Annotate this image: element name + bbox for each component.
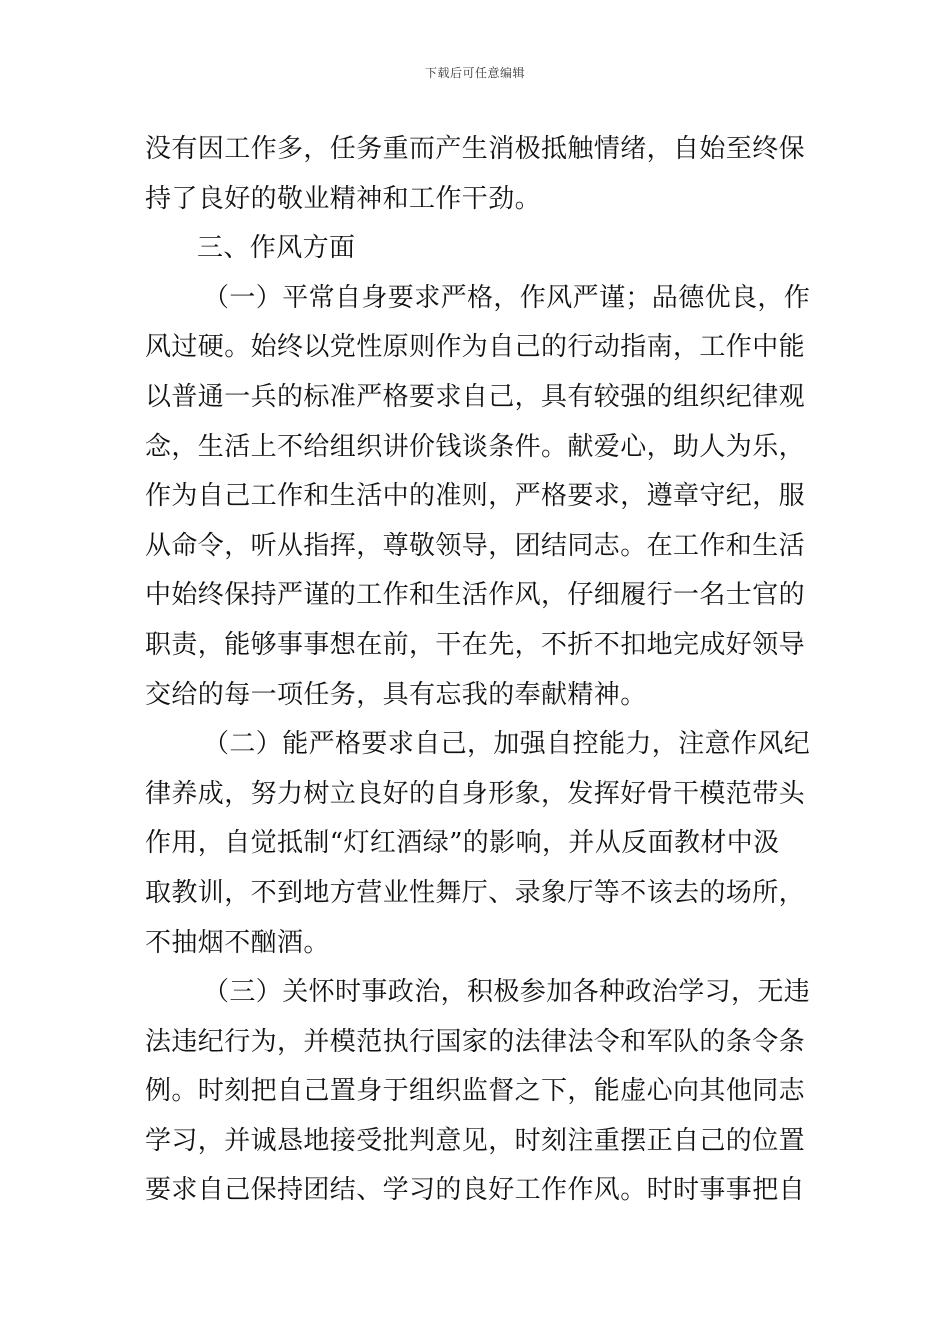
text-line: 持了良好的敬业精神和工作干劲。: [145, 183, 542, 214]
text-line: 学习，并诚恳地接受批判意见，时刻注重摆正自己的位置: [145, 1125, 806, 1156]
text-line: 律养成，努力树立良好的自身形象，发挥好骨干模范带头: [145, 778, 806, 809]
text-line: 以普通一兵的标准严格要求自己，具有较强的组织纪律观: [145, 381, 806, 412]
text-line: 要求自己保持团结、学习的良好工作作风。时时事事把自: [145, 1175, 806, 1206]
page-header: 下载后可任意编辑: [424, 66, 525, 80]
paragraph-start: （二）能严格要求自己，加强自控能力，注意作风纪: [203, 729, 810, 760]
text-line: 从命令，听从指挥，尊敬领导，团结同志。在工作和生活: [145, 530, 806, 561]
text-line: 作为自己工作和生活中的准则，严格要求，遵章守纪，服: [145, 481, 806, 512]
text-line: 交给的每一项任务，具有忘我的奉献精神。: [145, 679, 647, 710]
document-body: [145, 125, 810, 1216]
paragraph-start: （一）平常自身要求严格，作风严谨；品德优良，作: [203, 282, 810, 313]
paragraph-start: （三）关怀时事政治，积极参加各种政治学习，无违: [203, 977, 810, 1008]
text-line: 法违纪行为，并模范执行国家的法律法令和军队的条令条: [145, 1026, 806, 1057]
text-line: 作用，自觉抵制“灯红酒绿”的影响，并从反面教材中汲: [145, 828, 780, 859]
section-heading: 三、作风方面: [197, 233, 356, 264]
text-line: 念，生活上不给组织讲价钱谈条件。献爱心，助人为乐，: [145, 431, 806, 462]
text-line: 职责，能够事事想在前，干在先，不折不扣地完成好领导: [145, 629, 806, 660]
text-line: 风过硬。始终以党性原则作为自己的行动指南，工作中能: [145, 332, 806, 363]
text-line: 没有因工作多，任务重而产生消极抵触情绪，自始至终保: [145, 134, 806, 164]
text-line: 例。时刻把自己置身于组织监督之下，能虚心向其他同志: [145, 1076, 806, 1107]
text-line: 不抽烟不酗酒。: [145, 927, 330, 958]
text-line: 中始终保持严谨的工作和生活作风，仔细履行一名士官的: [145, 580, 806, 611]
text-line: 取教训，不到地方营业性舞厅、录象厅等不该去的场所，: [145, 877, 806, 908]
